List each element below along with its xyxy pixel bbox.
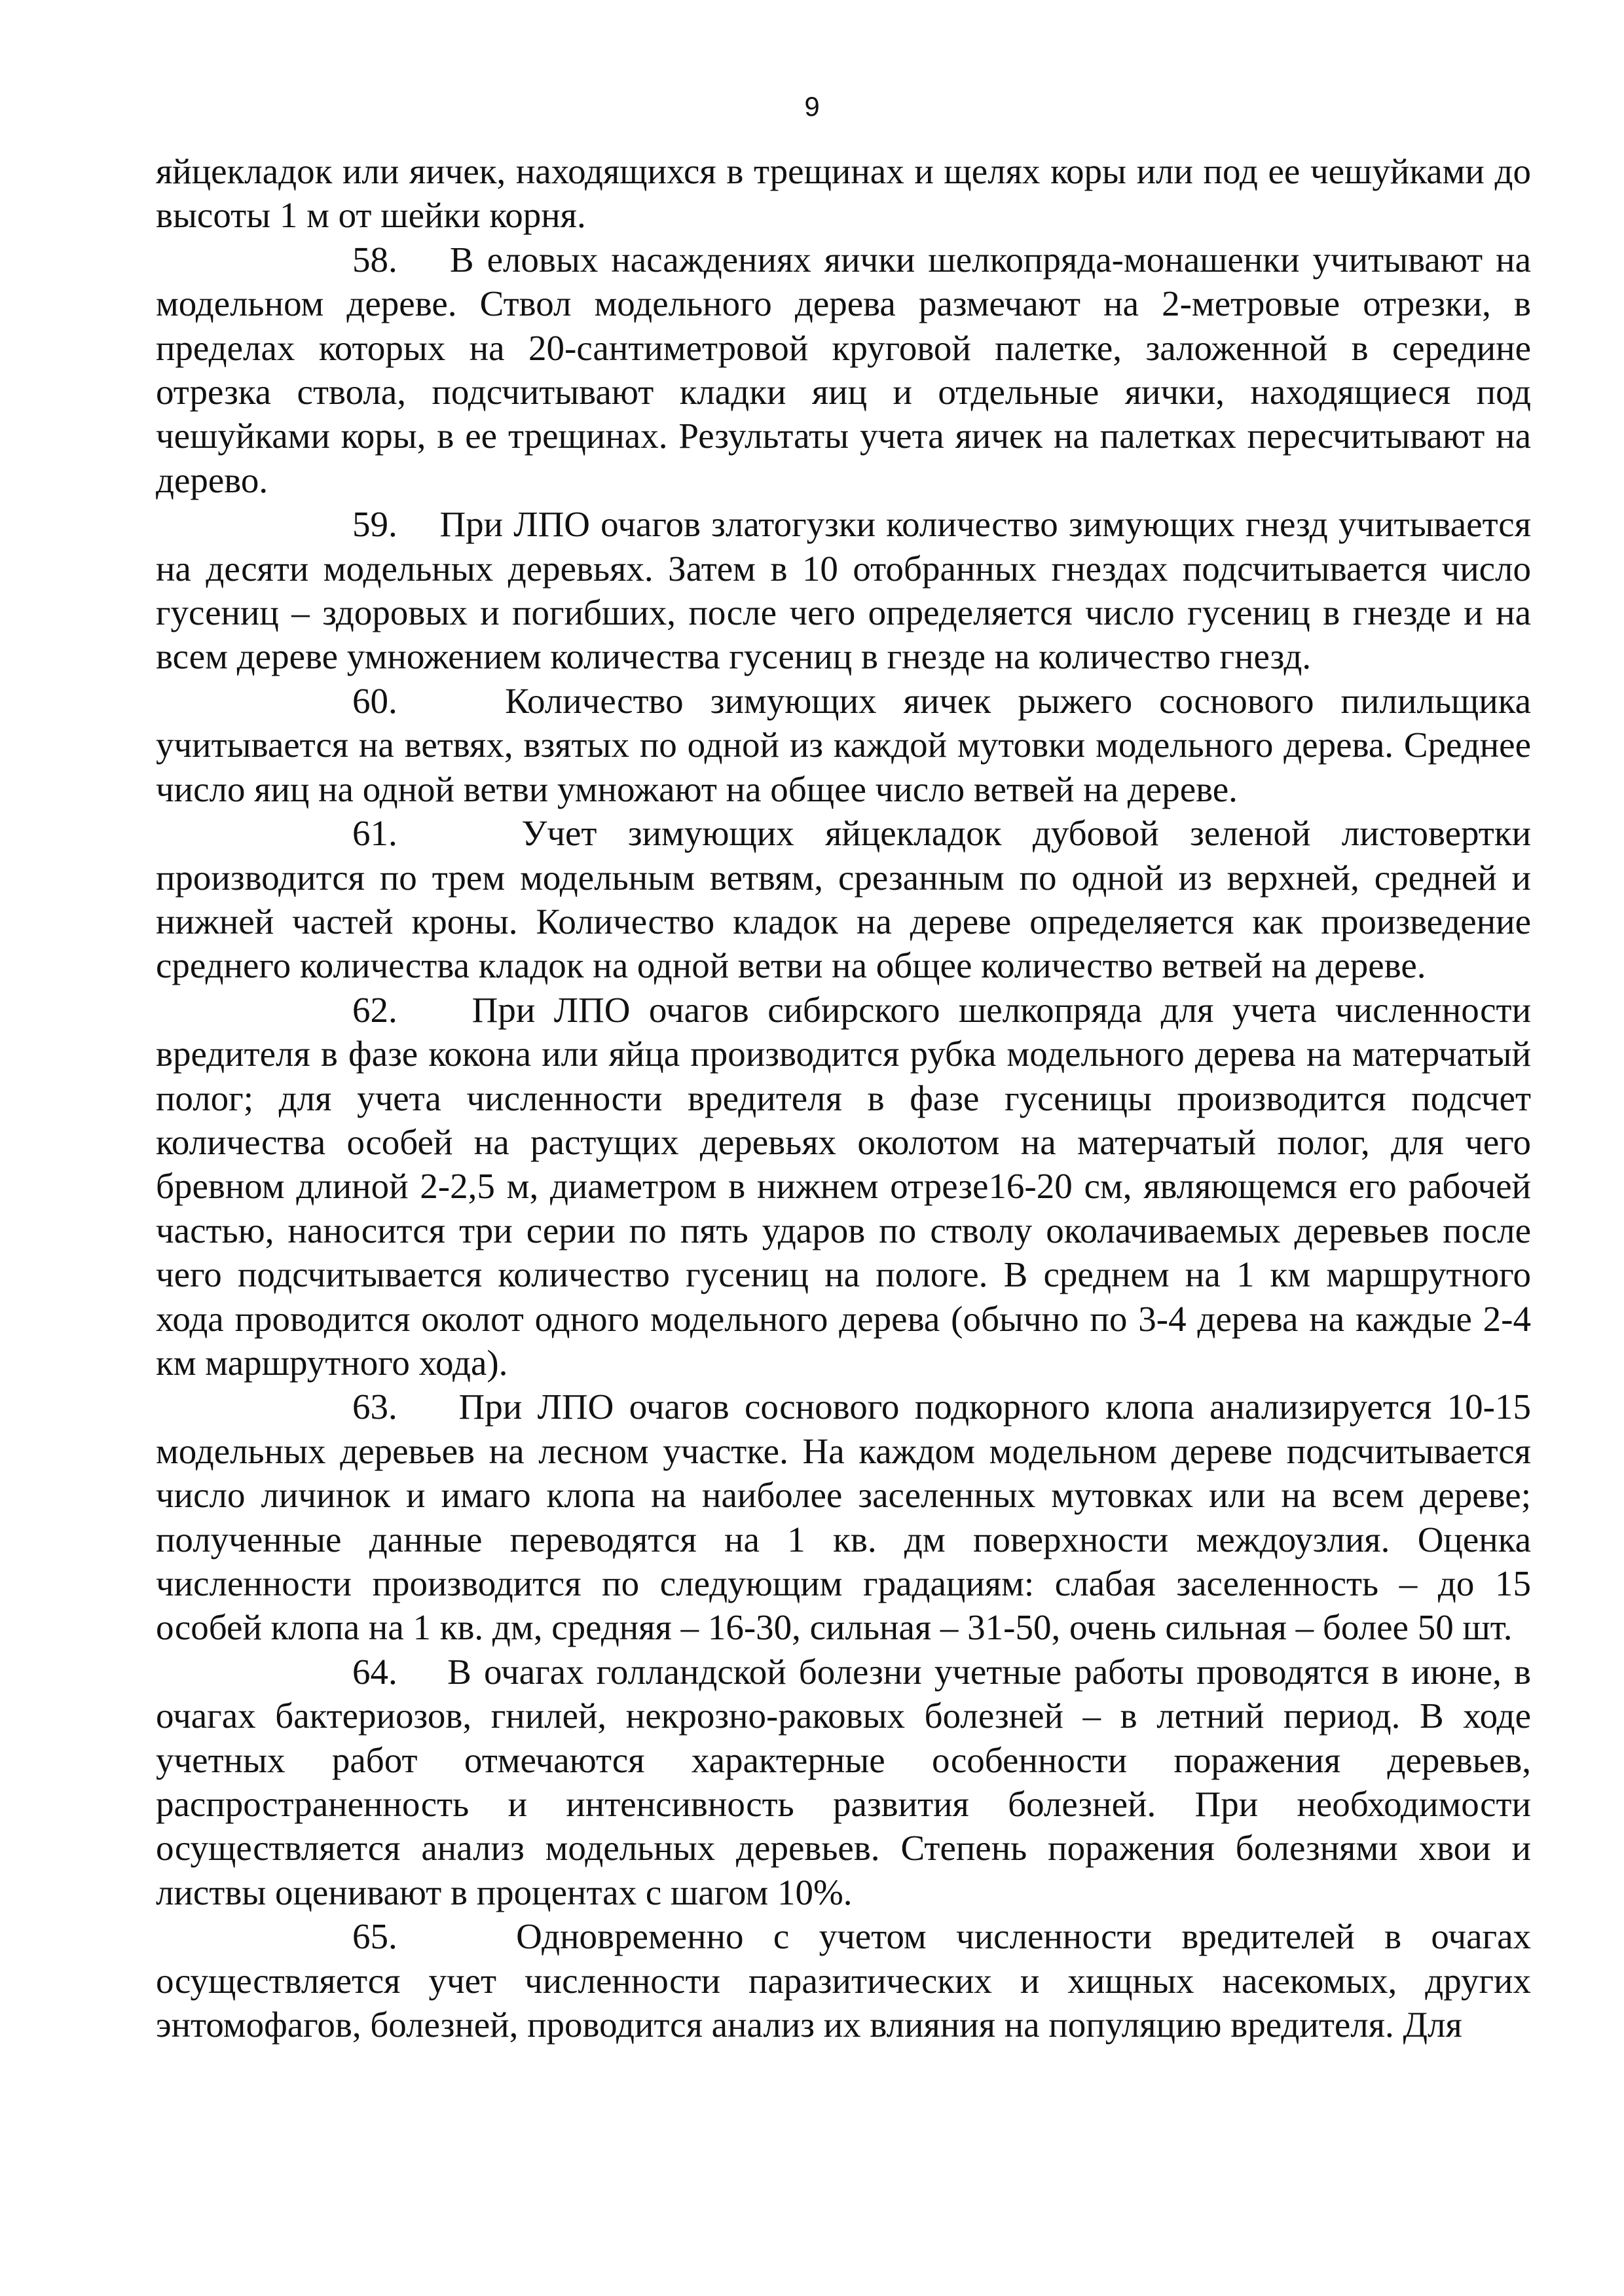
- paragraph-text: В еловых насаждениях яички шелкопряда-монашенки учитывают на модельном дереве. Ствол модельного дерева размечают на 2-метровые отрезки, в пределах которых на 20-сантиметровой круговой палетке, заложенной в середине отрезка ствола, подсчитывают кладки яиц и отдельные яички, находящиеся под чешуйками коры, в ее трещинах. Результаты учета яичек на палетках пересчитывают на дерево.: [156, 239, 1531, 500]
- document-body: [156, 149, 1531, 2047]
- paragraph-60: [156, 679, 1531, 811]
- paragraph-text: Одновременно с учетом численности вредителей в очагах осуществляется учет численности паразитических и хищных насекомых, других энтомофагов, болезней, проводится анализ их влияния на популяцию вредителя. Для: [156, 1916, 1531, 2045]
- paragraph-text: яйцекладок или яичек, находящихся в трещинах и щелях коры или под ее чешуйками до высоты 1 м от шейки корня.: [156, 151, 1531, 236]
- page-number: 9: [804, 91, 820, 122]
- paragraph-number: 63.: [352, 1387, 397, 1427]
- paragraph-number: 59.: [352, 504, 397, 545]
- paragraph-number: 64.: [352, 1651, 397, 1692]
- paragraph-text: Учет зимующих яйцекладок дубовой зеленой листовертки производится по трем модельным ветвям, срезанным по одной из верхней, средней и нижней частей кроны. Количество кладок на дереве определяется как произведение среднего количества кладок на одной ветви на общее количество ветвей на дереве.: [156, 813, 1532, 986]
- paragraph-continuation: [156, 149, 1531, 238]
- paragraph-number: 60.: [352, 680, 397, 721]
- paragraph-number: 65.: [352, 1916, 397, 1957]
- paragraph-62: [156, 988, 1531, 1385]
- paragraph-text: Количество зимующих яичек рыжего соснового пилильщика учитывается на ветвях, взятых по одной из каждой мутовки модельного дерева. Среднее число яиц на одной ветви умножают на общее число ветвей на дереве.: [156, 680, 1531, 809]
- paragraph-text: При ЛПО очагов златогузки количество зимующих гнезд учитывается на десяти модельных деревьях. Затем в 10 отобранных гнездах подсчитывается число гусениц – здоровых и погибших, после чего определяется число гусениц в гнезде и на всем дереве умножением количества гусениц в гнезде на количество гнезд.: [156, 504, 1532, 677]
- paragraph-61: [156, 811, 1531, 988]
- paragraph-text: При ЛПО очагов соснового подкорного клопа анализируется 10-15 модельных деревьев на лесном участке. На каждом модельном дереве подсчитывается число личинок и имаго клопа на наиболее заселенных мутовках или на всем дереве; полученные данные переводятся на 1 кв. дм поверхности междоузлия. Оценка численности производится по следующим градациям: слабая заселенность – до 15 особей клопа на 1 кв. дм, средняя – 16-30, сильная – 31-50, очень сильная – более 50 шт.: [156, 1387, 1531, 1648]
- paragraph-63: [156, 1385, 1531, 1649]
- paragraph-number: 61.: [352, 813, 397, 854]
- paragraph-58: [156, 238, 1531, 502]
- paragraph-59: [156, 502, 1531, 679]
- paragraph-64: [156, 1650, 1531, 1914]
- paragraph-65: [156, 1914, 1531, 2047]
- paragraph-number: 62.: [352, 989, 397, 1030]
- paragraph-text: При ЛПО очагов сибирского шелкопряда для учета численности вредителя в фазе кокона или яйца производится рубка модельного дерева на матерчатый полог; для учета численности вредителя в фазе гусеницы производится подсчет количества особей на растущих деревьях околотом на матерчатый полог, для чего бревном длиной 2-2,5 м, диаметром в нижнем отрезе16-20 см, являющемся его рабочей частью, наносится три серии по пять ударов по стволу околачиваемых деревьев после чего подсчитывается количество гусениц на пологе. В среднем на 1 км маршрутного хода проводится околот одного модельного дерева (обычно по 3-4 дерева на каждые 2-4 км маршрутного хода).: [156, 989, 1531, 1383]
- paragraph-number: 58.: [352, 239, 397, 280]
- paragraph-text: В очагах голландской болезни учетные работы проводятся в июне, в очагах бактериозов, гнилей, некрозно-раковых болезней – в летний период. В ходе учетных работ отмечаются характерные особенности поражения деревьев, распространенность и интенсивность развития болезней. При необходимости осуществляется анализ модельных деревьев. Степень поражения болезнями хвои и листвы оценивают в процентах с шагом 10%.: [156, 1651, 1532, 1912]
